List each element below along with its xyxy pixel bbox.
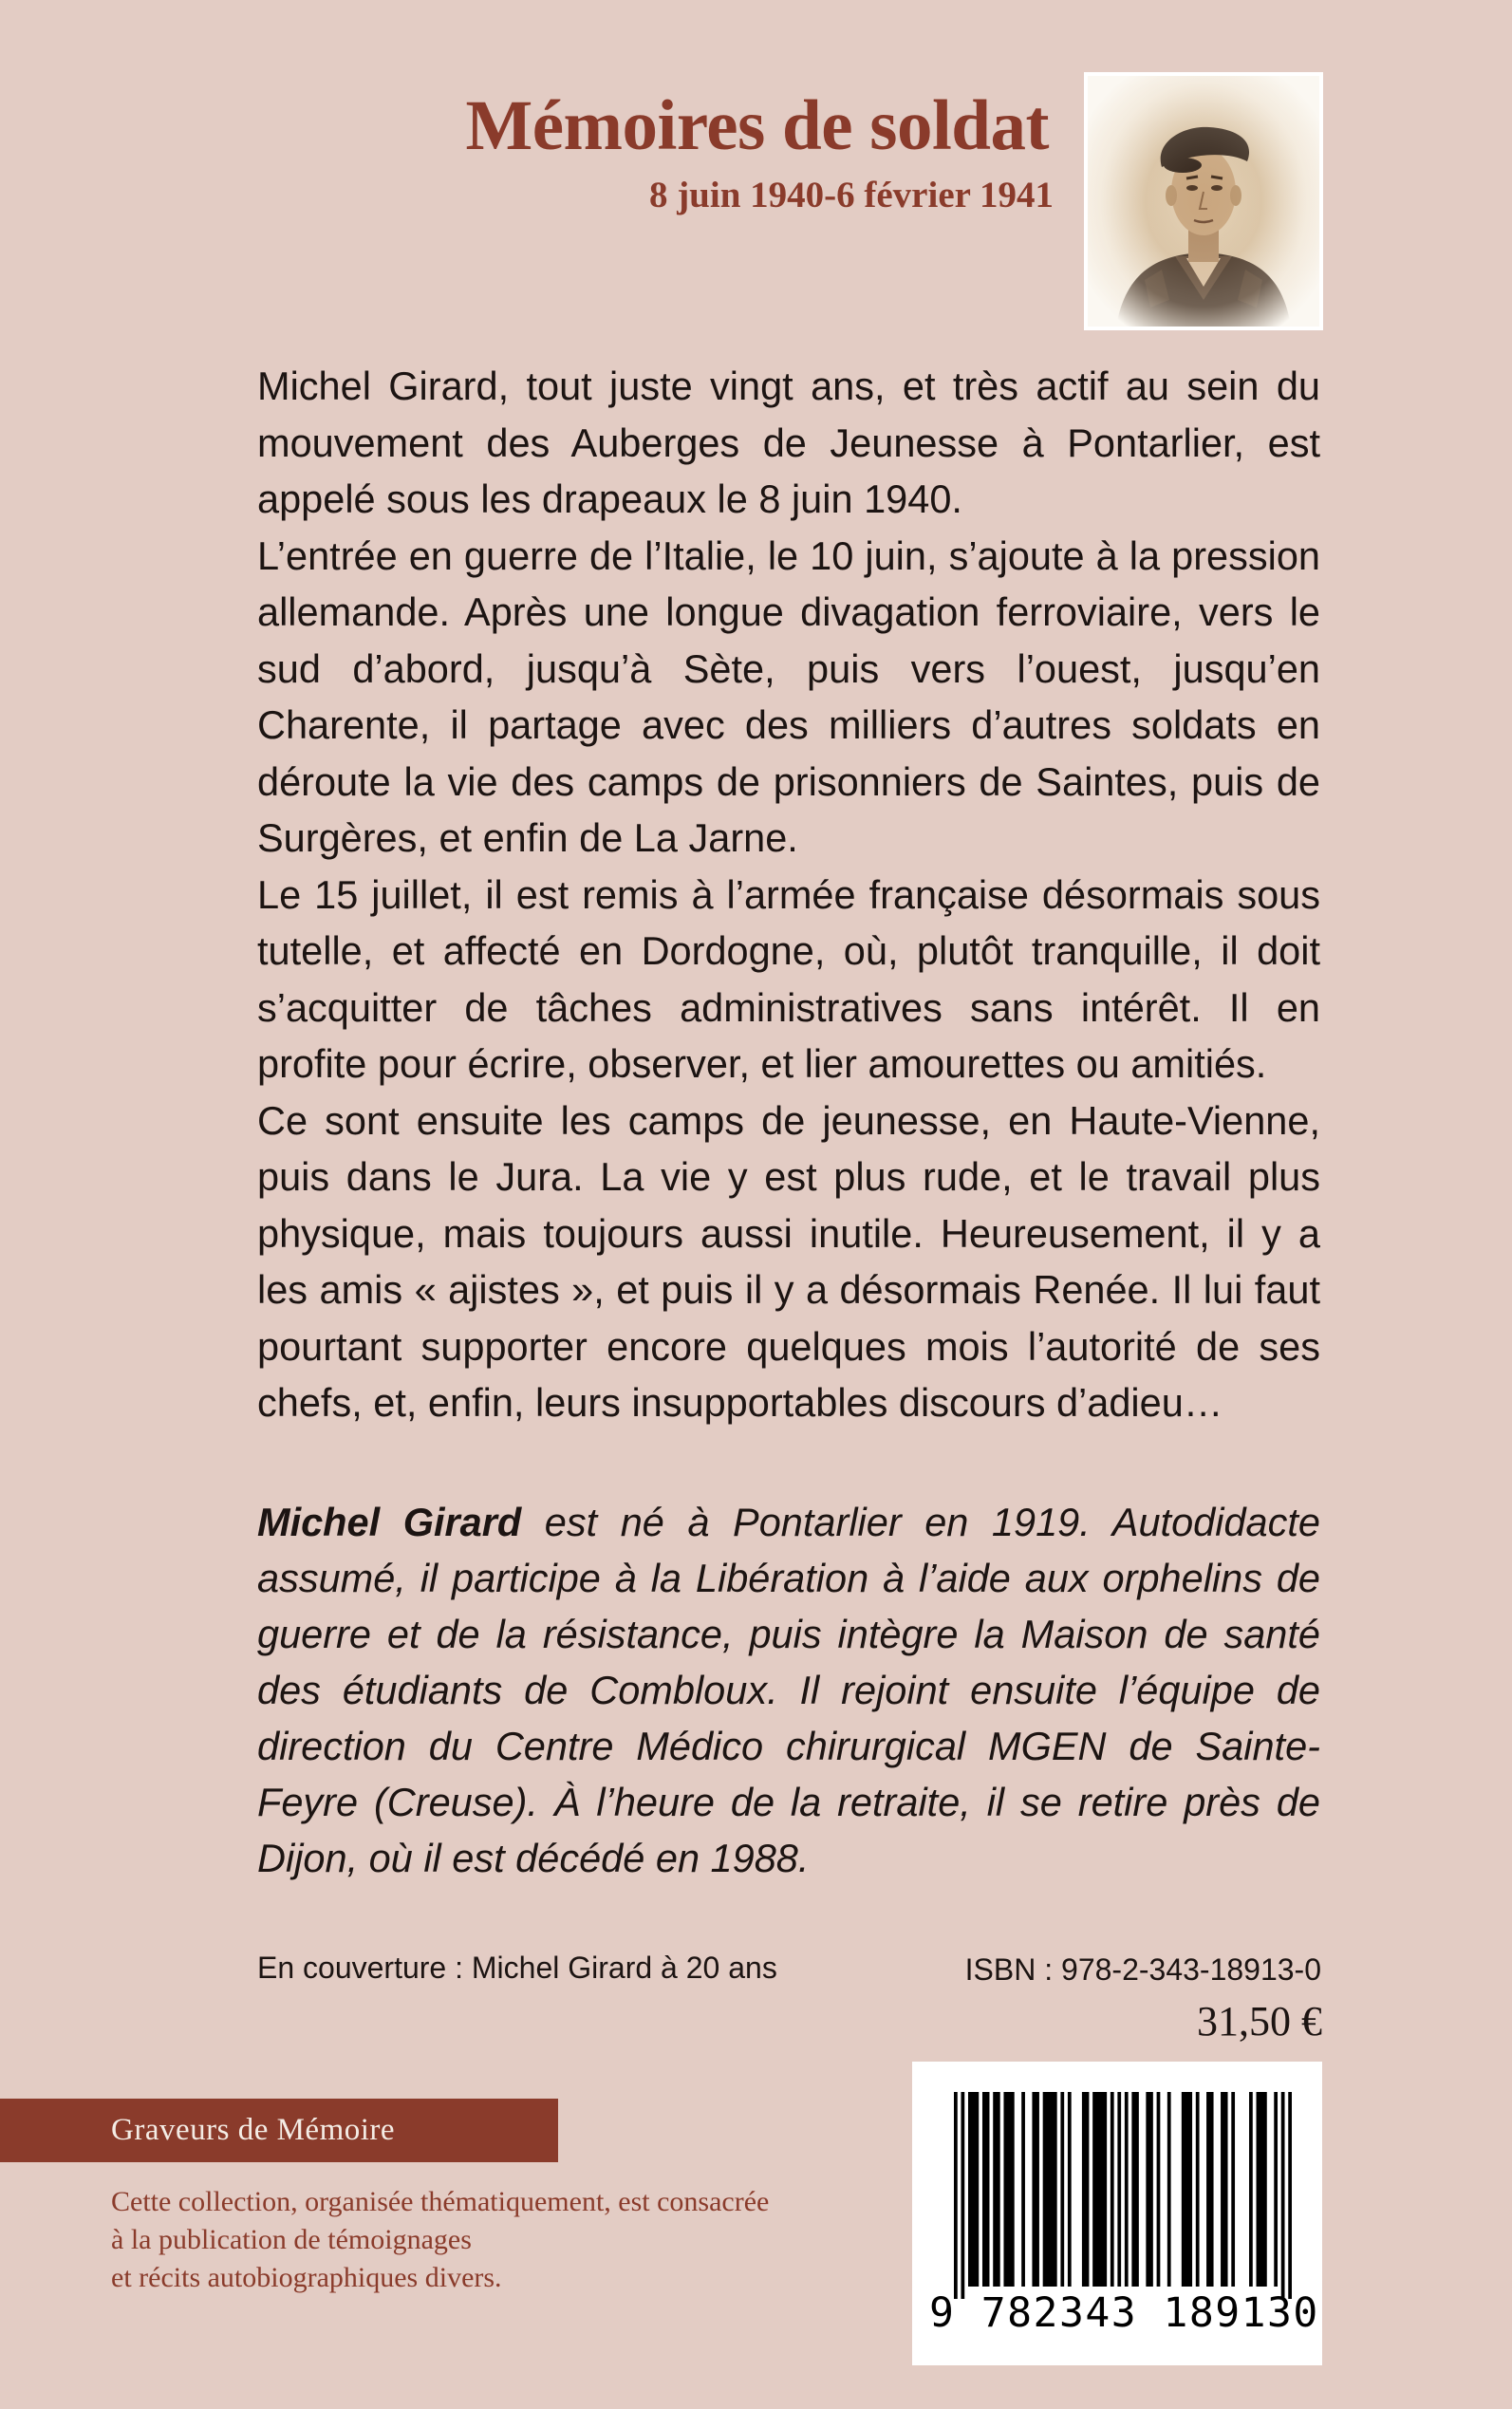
barcode-bar xyxy=(954,2092,958,2299)
barcode-bar xyxy=(1274,2092,1278,2287)
soldier-portrait-icon xyxy=(1088,76,1319,327)
collection-banner xyxy=(0,2099,558,2162)
isbn: ISBN : 978-2-343-18913-0 xyxy=(964,1952,1321,1987)
barcode-bar xyxy=(1111,2092,1114,2287)
barcode xyxy=(912,2062,1322,2365)
barcode-bar xyxy=(1003,2092,1014,2287)
barcode-bar xyxy=(1231,2092,1235,2287)
barcode-bar xyxy=(1117,2092,1121,2287)
barcode-bar xyxy=(1043,2092,1057,2287)
cover-credit: En couverture : Michel Girard à 20 ans xyxy=(257,1951,777,1985)
book-title: Mémoires de soldat xyxy=(465,86,1049,165)
barcode-bar xyxy=(1131,2092,1138,2287)
author-portrait-photo xyxy=(1084,72,1323,330)
barcode-bar xyxy=(1068,2092,1072,2287)
barcode-bar xyxy=(982,2092,989,2287)
barcode-bar xyxy=(1182,2092,1192,2287)
author-name: Michel Girard xyxy=(257,1500,522,1544)
barcode-bar xyxy=(1281,2092,1285,2299)
barcode-bar xyxy=(993,2092,999,2287)
barcode-bar xyxy=(1146,2092,1152,2287)
author-biography xyxy=(257,1494,1320,1886)
barcode-bar xyxy=(1167,2092,1171,2287)
price: 31,50 € xyxy=(1197,1998,1322,2045)
barcode-bar xyxy=(1021,2092,1025,2287)
barcode-bar xyxy=(1196,2092,1200,2287)
collection-description-line: à la publication de témoignages xyxy=(111,2224,472,2255)
barcode-bar xyxy=(1032,2092,1038,2287)
barcode-bar xyxy=(1206,2092,1213,2287)
barcode-bar xyxy=(1060,2092,1064,2287)
summary-paragraph: Le 15 juillet, il est remis à l’armée française désormais sous tutelle, et affecté en Dordogne, où, plutôt tranquille, il doit s’acquitter de tâches administratives sans intérêt. Il en profite pour écrire, observer, et lier amourettes ou amitiés. xyxy=(257,871,1320,1086)
barcode-bar xyxy=(1125,2092,1129,2287)
barcode-bar xyxy=(968,2092,979,2287)
summary-paragraph: L’entrée en guerre de l’Italie, le 10 juin, s’ajoute à la pression allemande. Après une longue divagation ferroviaire, vers le sud d’abord, jusqu’à Sète, puis vers l’ouest, jusqu’en Charente, il partage avec des milliers d’autres soldats en déroute la vie des camps de prisonniers de Saintes, puis de Surgères, et enfin de La Jarne. xyxy=(257,532,1320,860)
barcode-bar xyxy=(1257,2092,1267,2287)
book-summary xyxy=(257,358,1320,1431)
barcode-bar xyxy=(961,2092,964,2299)
barcode-bar xyxy=(1288,2092,1292,2299)
barcode-bar xyxy=(1249,2092,1253,2287)
collection-description xyxy=(111,2183,770,2297)
book-subtitle-dates: 8 juin 1940-6 février 1941 xyxy=(648,175,1054,215)
barcode-digits: 9 782343 189130 xyxy=(929,2289,1319,2337)
barcode-bar xyxy=(1092,2092,1107,2287)
barcode-bar xyxy=(1221,2092,1227,2287)
barcode-bar xyxy=(1157,2092,1161,2287)
author-bio-text: est né à Pontarlier en 1919. Autodidacte assumé, il participe à la Libération à l’aide aux orphelins de guerre et de la résistance, puis intègre la Maison de santé des étudiants de Combloux. Il rejoint ensuite l’équipe de direction du Centre Médico chirurgical MGEN de Sainte-Feyre (Creuse). À l’heure de la retraite, il se retire près de Dijon, où il est décédé en 1988. xyxy=(257,1500,1320,1880)
collection-description-line: et récits autobiographiques divers. xyxy=(111,2262,502,2293)
collection-description-line: Cette collection, organisée thématiquement, est consacrée xyxy=(111,2186,770,2217)
summary-paragraph: Ce sont ensuite les camps de jeunesse, en Haute-Vienne, puis dans le Jura. La vie y est plus rude, et le travail plus physique, mais toujours aussi inutile. Heureusement, il y a les amis « ajistes », et puis il y a désormais Renée. Il lui faut pourtant supporter encore quelques mois l’autorité de ses chefs, et, enfin, leurs insupportables discours d’adieu… xyxy=(257,1097,1320,1425)
summary-paragraph: Michel Girard, tout juste vingt ans, et très actif au sein du mouvement des Auberges de Jeunesse à Pontarlier, est appelé sous les drapeaux le 8 juin 1940. xyxy=(257,364,1320,521)
collection-name: Graveurs de Mémoire xyxy=(111,2113,396,2147)
barcode-bar xyxy=(1082,2092,1089,2287)
